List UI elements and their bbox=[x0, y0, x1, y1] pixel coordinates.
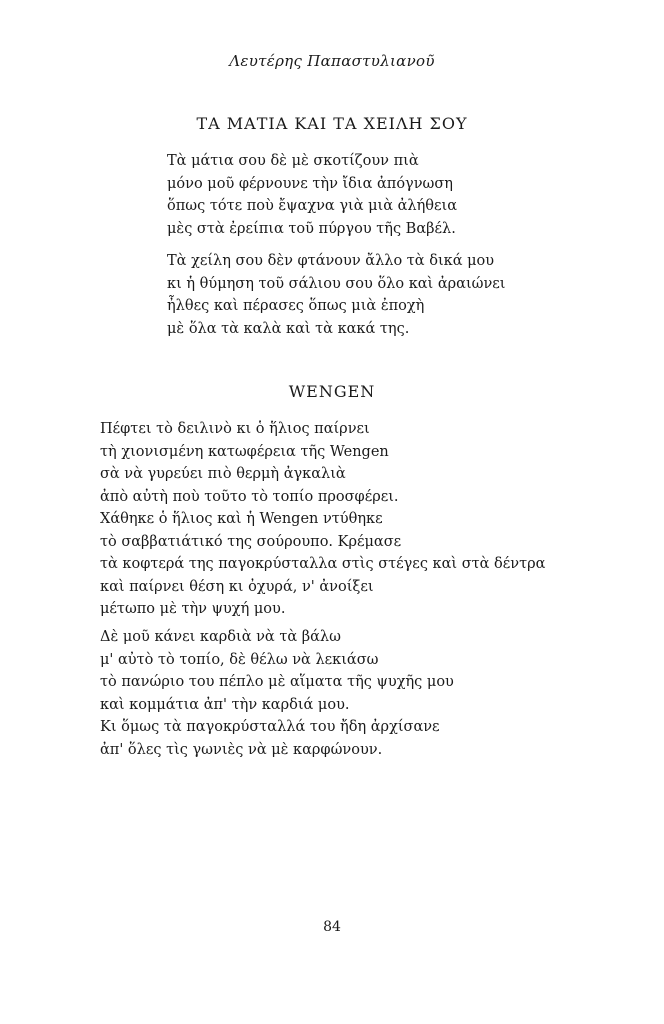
verse-line: τὰ κοφτερά της παγοκρύσταλλα στὶς στέγες καὶ στὰ δέντρα bbox=[100, 556, 546, 572]
verse-line: μέτωπο μὲ τὴν ψυχή μου. bbox=[100, 601, 286, 617]
verse-line: Δὲ μοῦ κάνει καρδιὰ νὰ τὰ βάλω bbox=[100, 629, 341, 645]
verse-line: κι ἡ θύμηση τοῦ σάλιου σου ὅλο καὶ ἀραιώνει bbox=[167, 275, 506, 292]
verse-line: Πέφτει τὸ δειλινὸ κι ὁ ἥλιος παίρνει bbox=[100, 421, 370, 437]
verse-line: σὰ νὰ γυρεύει πιὸ θερμὴ ἀγκαλιὰ bbox=[100, 466, 346, 482]
stanza bbox=[167, 150, 457, 240]
verse-line: τὴ χιονισμένη κατωφέρεια τῆς Wengen bbox=[100, 443, 389, 460]
verse-line: Τὰ μάτια σου δὲ μὲ σκοτίζουν πιὰ bbox=[167, 153, 419, 169]
stanza bbox=[100, 626, 454, 761]
verse-line: μ' αὐτὸ τὸ τοπίο, δὲ θέλω νὰ λεκιάσω bbox=[100, 651, 379, 668]
verse-line: τὸ σαββατιάτικό της σούρουπο. Κρέμασε bbox=[100, 533, 402, 550]
stanza bbox=[167, 250, 505, 340]
verse-line: ὅπως τότε ποὺ ἔψαχνα γιὰ μιὰ ἀλήθεια bbox=[167, 198, 457, 214]
verse-line: ἀπὸ αὐτὴ ποὺ τοῦτο τὸ τοπίο προσφέρει. bbox=[100, 488, 399, 505]
verse-line: καὶ κομμάτια ἀπ' τὴν καρδιά μου. bbox=[100, 696, 350, 713]
poem-title: ΤΑ ΜΑΤΙΑ ΚΑΙ ΤΑ ΧΕΙΛΗ ΣΟΥ bbox=[196, 114, 468, 133]
poem-title: WENGEN bbox=[288, 382, 376, 401]
verse-line: μὲ ὅλα τὰ καλὰ καὶ τὰ κακά της. bbox=[167, 320, 410, 337]
author-name: Λευτέρης Παπαστυλιανοῦ bbox=[229, 52, 435, 70]
verse-line: ἀπ' ὅλες τὶς γωνιὲς νὰ μὲ καρφώνουν. bbox=[100, 741, 383, 758]
verse-line: μὲς στὰ ἐρείπια τοῦ πύργου τῆς Βαβέλ. bbox=[167, 220, 456, 237]
verse-line: Τὰ χείλη σου δὲν φτάνουν ἄλλο τὰ δικά μου bbox=[167, 253, 495, 269]
verse-line: Κι ὅμως τὰ παγοκρύσταλλά του ἤδη ἀρχίσανε bbox=[100, 719, 440, 735]
verse-line: καὶ παίρνει θέση κι ὀχυρά, ν' ἀνοίξει bbox=[100, 578, 374, 595]
verse-line: ἦλθες καὶ πέρασες ὅπως μιὰ ἐποχὴ bbox=[167, 298, 425, 314]
verse-line: τὸ πανώριο του πέπλο μὲ αἵματα τῆς ψυχῆς μου bbox=[100, 674, 454, 690]
page-number: 84 bbox=[323, 919, 341, 935]
verse-line: Χάθηκε ὁ ἥλιος καὶ ἡ Wengen ντύθηκε bbox=[100, 511, 383, 527]
stanza bbox=[100, 418, 545, 621]
verse-line: μόνο μοῦ φέρνουνε τὴν ἴδια ἀπόγνωση bbox=[167, 175, 453, 192]
